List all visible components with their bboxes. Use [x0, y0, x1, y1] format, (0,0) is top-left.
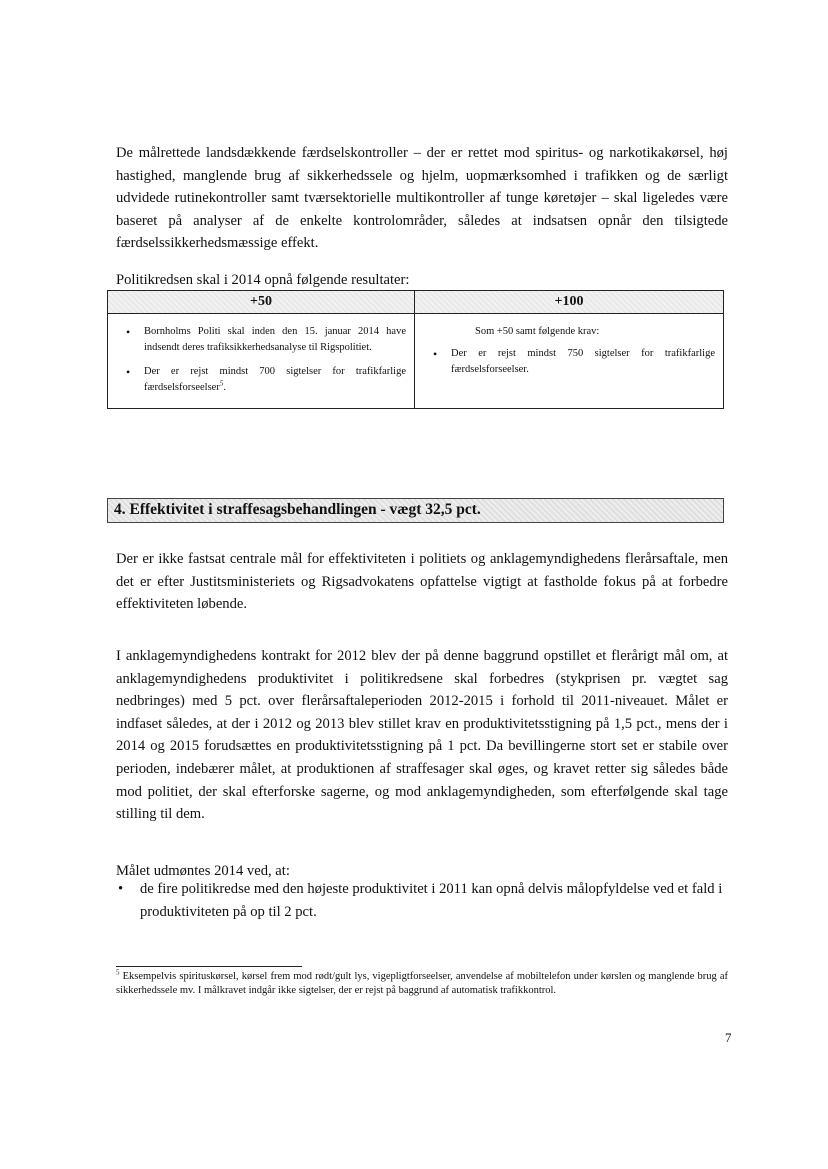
footnote-marker: 5 [116, 968, 120, 977]
footnote [116, 970, 728, 998]
plus50-list [116, 324, 406, 396]
table-header-plus100: +100 [415, 291, 724, 314]
footnote-ref: 5 [219, 379, 224, 388]
section-heading: 4. Effektivitet i straffesagsbehandlingen - vægt 32,5 pct. [114, 501, 481, 518]
table-body-row [108, 314, 724, 409]
plus100-intro: Som +50 samt følgende krav: [475, 326, 600, 337]
table-header-row [108, 291, 724, 314]
footnote-divider [116, 966, 302, 967]
table-cell-plus50 [108, 314, 415, 409]
paragraph-contract: I anklagemyndighedens kontrakt for 2012 blev der på denne baggrund opstillet et flerårigt mål om, at anklagemyndighedens produktivitet i politikredsene skal forbedres (stykprisen pr. vægtet sag nedbringes) med 5 pct. over flerårsaftaleperioden 2012-2015 i forhold til 2011-niveauet. Målet er indfaset således, at der i 2012 og 2013 blev stillet krav en produktivitetsstigning på 1,5 pct., mens der i 2014 og 2015 forudsættes en produktivitetsstigning på 1 pct. Da bevillingerne stort set er stabile over perioden, indebærer målet, at produktionen af straffesager skal øges, og kravet retter sig således både mod politiet, der skal efterforske sagerne, og mod anklagemyndigheden, som efterfølgende skal tage stilling til dem. [116, 648, 728, 823]
list-item: • de fire politikredse med den højeste produktivitet i 2011 kan opnå delvis målopfyldelse ved et fald i produktiviteten på op til 2 pct. [140, 878, 752, 923]
list-item: • Der er rejst mindst 750 sigtelser for trafikfarlige færdselsforseelser. [451, 346, 715, 378]
table-header-plus50: +50 [108, 291, 415, 314]
paragraph-goal: Målet udmøntes 2014 ved, at: [116, 863, 290, 879]
section-heading-box [107, 498, 724, 523]
paragraph-effectiveness: Der er ikke fastsat centrale mål for effektiviteten i politiets og anklagemyndighedens flerårsaftale, men det er efter Justitsministeriets og Rigsadvokatens opfattelse vigtigt at fastholde fokus på at forbedre effektiviteten løbende. [116, 551, 728, 613]
results-intro: Politikredsen skal i 2014 opnå følgende resultater: [116, 272, 410, 288]
footnote-text: Eksempelvis spirituskørsel, kørsel frem mod rødt/gult lys, vigepligtforseelser, anvendelse af mobiltelefon under kørslen og manglende brug af sikkerhedsselе mv. I målkravet indgår ikke sigtelser, der er rejst på baggrund af automatisk trafikkontrol. [116, 971, 728, 996]
list-item [144, 364, 406, 396]
paragraph-traffic-controls: De målrettede landsdækkende færdselskontroller – der er rettet mod spiritus- og narkotikakørsel, høj hastighed, manglende brug af sikkerhedsselе og hjelm, uopmærksomhed i trafikken og de særligt udvidede rutinekontroller samt tværsektorielle multikontroller af tunge køretøjer – skal ligeledes være baseret på analyser af de enkelte kontrolområder, således at indsatsen opnår den tilsigtede færdselssikkerhedsmæssige effekt. [116, 145, 728, 252]
results-table [107, 290, 724, 409]
goal-list [116, 878, 752, 923]
page-number: 7 [725, 1030, 732, 1045]
plus100-list [423, 346, 715, 378]
table-cell-plus100 [415, 314, 724, 409]
list-item-end: . [223, 382, 226, 393]
list-item: • Bornholms Politi skal inden den 15. januar 2014 have indsendt deres trafiksikkerhedsanalyse til Rigspolitiet. [144, 324, 406, 356]
list-item-text: Der er rejst mindst 700 sigtelser for trafikfarlige færdselsforseelser [144, 366, 406, 393]
